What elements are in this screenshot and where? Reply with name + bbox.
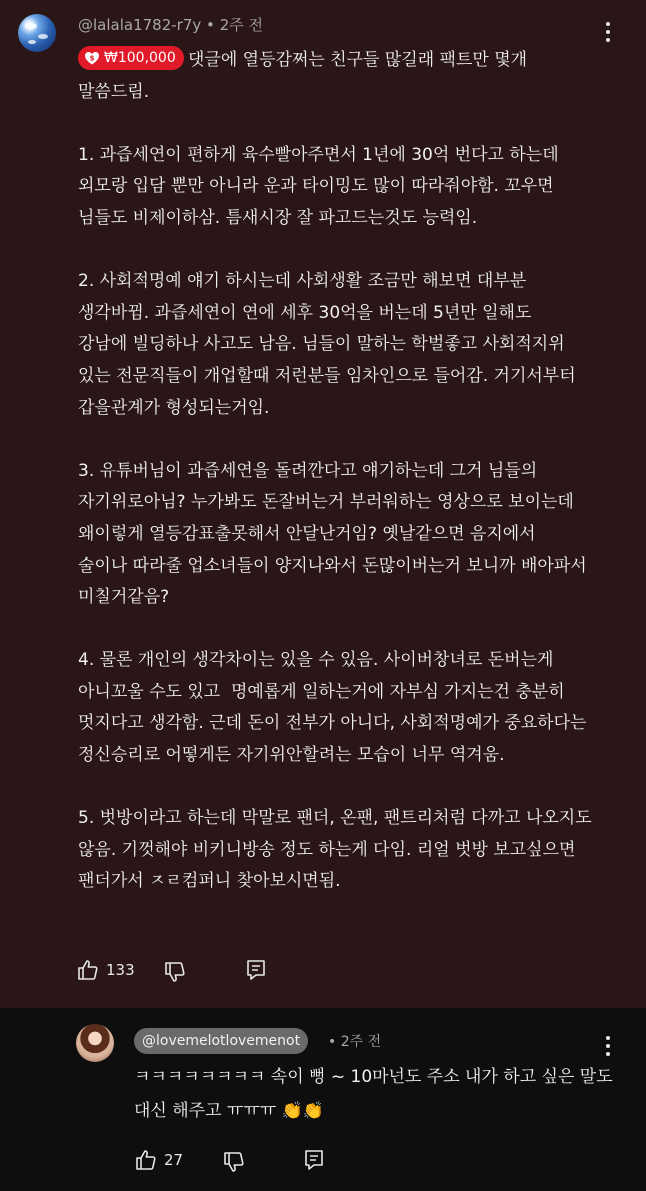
comment-meta: [78, 14, 263, 35]
comment-text: 댓글에 열등감쩌는 친구들 많길래 팩트만 몇개 말씀드림. 1. 과즙세연이 편하게 육수빨아주면서 1년에 30억 번다고 하는데 외모랑 입담 뿐만 아니라 운과 타이밍도 많이 따라줘야함. 꼬우면 님들도 비제이하삼. 틈새시장 잘 파고드는것도 능력임. 2. 사회적명예 얘기 하시는데 사회생활 조금만 해보면 대부분 생각바뀜. 과즙세연이 연에 세후 30억을 버는데 5년만 일해도 강남에 빌딩하나 사고도 남음. 님들이 말하는 학벌좋고 사회적지위 있는 전문직들이 개업할때 저런분들 임차인으로 들어감. 거기서부터 갑을관계가 형성되는거임. 3. 유튜버님이 과즙세연을 돌려깐다고 얘기하는데 그거 님들의 자기위로아님? 누가봐도 돈잘버는거 부러워하는 영상으로 보이는데 왜이렇게 열등감표출못해서 안달난거임? 옛날같으면 음지에서 술이나 따라줄 업소녀들이 양지나와서 돈많이버는거 보니까 배아파서 미칠거같음? 4. 물론 개인의 생각차이는 있을 수 있음. 사이버창녀로 돈버는게 아니꼬울 수도 있고 명예롭게 일하는거에 자부심 가지는건 충분히 멋지다고 생각함. 근데 돈이 전부가 아니다, 사회적명예가 중요하다는 정신승리로 어떻게든 자기위안할려는 모습이 너무 역겨움. 5. 벗방이라고 하는데 막말로 팬더, 온팬, 팬트리처럼 다까고 나오지도 않음. 기껏해야 비키니방송 정도 하는게 다임. 리얼 벗방 보고싶으면 팬더가서 ㅈㄹ컴퍼니 찾아보시면됨.: [78, 50, 592, 892]
reply-time: 2주 전: [340, 1034, 382, 1050]
thumbs-down-icon[interactable]: [222, 1150, 246, 1174]
thumbs-down-icon[interactable]: [163, 960, 187, 984]
reply-username: @lovemelotlovemenot: [142, 1033, 301, 1049]
more-options-icon[interactable]: [598, 1034, 618, 1058]
super-thanks-amount: ₩100,000: [104, 50, 176, 66]
reply-separator: •: [328, 1034, 337, 1050]
meta-separator: •: [206, 16, 215, 34]
svg-text:$: $: [89, 54, 95, 63]
like-count: 133: [106, 961, 135, 979]
comment-actions: [76, 958, 135, 982]
reply-avatar[interactable]: [76, 1024, 114, 1062]
commenter-avatar[interactable]: [18, 14, 56, 52]
thumbs-up-icon[interactable]: [134, 1148, 158, 1172]
more-options-icon[interactable]: [598, 20, 618, 44]
reply-actions: [134, 1148, 183, 1172]
thumbs-up-icon[interactable]: [76, 958, 100, 982]
reply-like-count: 27: [164, 1151, 184, 1169]
reply-comment-icon[interactable]: [244, 958, 268, 982]
reply-comment-icon[interactable]: [302, 1148, 326, 1172]
commenter-username[interactable]: @lalala1782-r7y: [78, 16, 202, 34]
reply-username-pill[interactable]: [134, 1028, 308, 1054]
reply-meta: [328, 1031, 381, 1051]
reply-text: ㅋㅋㅋㅋㅋㅋㅋㅋ 속이 뻥 ~ 10마넌도 주소 내가 하고 싶은 말도 대신 해주고 ㅠㅠㅠ 👏👏: [134, 1067, 613, 1121]
comment-time: 2주 전: [219, 16, 263, 34]
